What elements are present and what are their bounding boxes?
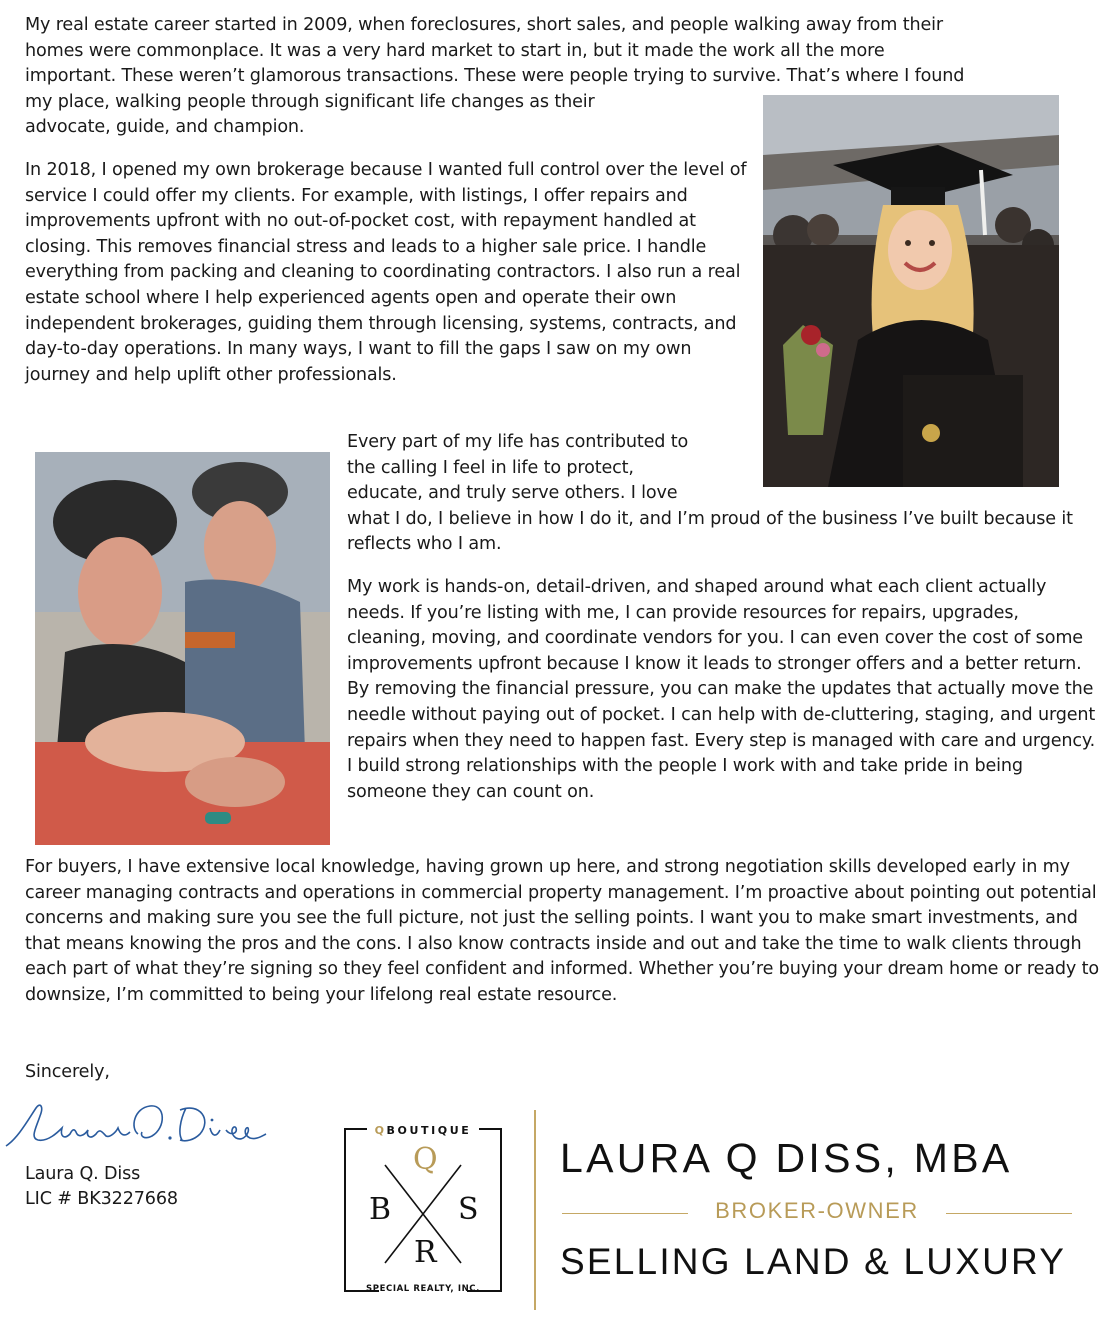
intro-line: homes were commonplace. It was a very hard market to start in, but it made the work all the more (25, 40, 885, 61)
signatory-name: Laura Q. Diss (25, 1164, 141, 1184)
logo-letter-s: S (458, 1192, 479, 1227)
intro-line: important. These weren’t glamorous transactions. These were people trying to survive. That’s where I found (25, 66, 965, 87)
calling-text-4: what I do, I believe in how I do it, and I’m proud of the business I’ve built because it reflects who I am. (347, 508, 1073, 555)
intro-line: My real estate career started in 2009, when foreclosures, short sales, and people walking away from their (25, 15, 943, 35)
logo-letter-q: Q (413, 1142, 438, 1177)
intro-line: advocate, guide, and champion. (25, 117, 305, 138)
calling-text-1: Every part of my life has contributed to (347, 432, 689, 452)
logo-top-word: BOUTIQUE (386, 1124, 472, 1137)
role-rule-right (946, 1213, 1072, 1214)
buyers-paragraph: For buyers, I have extensive local knowledge, having grown up here, and strong negotiation skills developed early in my career managing contracts and operations in commercial property management. I’m proactive about pointing out potential concerns and making sure you see the full picture, not just the selling points. I want you to make smart investments, and that means knowing the pros and the cons. I also know contracts inside and out and take the time to walk clients through each part of what they’re signing so they feel confident and informed. Whether you’re buying your dream home or ready to downsize, I’m committed to being your lifelong real estate resource. (25, 857, 1099, 1005)
graduation-photo (763, 95, 1059, 487)
logo-bottom-text: SPECIAL REALTY, INC. (366, 1284, 480, 1294)
calling-text-2: the calling I feel in life to protect, (347, 457, 634, 478)
calling-text-3: educate, and truly serve others. I love (347, 483, 678, 504)
calling-paragraph (347, 430, 1092, 558)
roller-derby-photo (35, 452, 330, 845)
role-rule-left (562, 1213, 688, 1214)
logo-letter-r: R (414, 1235, 437, 1270)
logo-letter-b: B (369, 1192, 392, 1227)
closing-text: Sincerely, (25, 1062, 110, 1082)
handwritten-signature (0, 1098, 270, 1153)
logo-top-text (341, 1125, 505, 1136)
work-paragraph: My work is hands-on, detail-driven, and shaped around what each client actually needs. If you’re listing with me, I can provide resources for repairs, upgrades, cleaning, moving, and coordinate vendors for you. I can even cover the cost of some improvements upfront because I know it leads to stronger offers and a better return. By removing the financial pressure, you can make the updates that actually move the needle without paying out of pocket. I can help with de-cluttering, staging, and urgent repairs when they need to happen fast. Every step is managed with care and urgency. I build strong relationships with the people I work with and take pride in being someone they can count on. (347, 577, 1096, 802)
logo-top-q: Q (374, 1124, 387, 1137)
broker-name: LAURA Q DISS, MBA (560, 1135, 1013, 1181)
gold-divider (534, 1110, 536, 1310)
brokerage-paragraph: In 2018, I opened my own brokerage because I wanted full control over the level of service I could offer my clients. For example, with listings, I offer repairs and improvements upfront with no out-of-pocket cost, with repayment handled at closing. This removes financial stress and leads to a higher sale price. I handle everything from packing and cleaning to coordinating contractors. I also run a real estate school where I help experienced agents open and operate their own independent brokerages, guiding them through licensing, systems, contracts, and day-to-day operations. In many ways, I want to fill the gaps I saw on my own journey and help uplift other professionals. (25, 160, 747, 385)
broker-role: BROKER-OWNER (715, 1198, 919, 1223)
broker-tagline: SELLING LAND & LUXURY (560, 1241, 1067, 1282)
intro-line: my place, walking people through significant life changes as their (25, 91, 595, 112)
license-number: LIC # BK3227668 (25, 1189, 178, 1209)
roller-derby-illustration (35, 452, 330, 845)
graduation-illustration (763, 95, 1059, 487)
brokerage-logo (341, 1125, 505, 1295)
